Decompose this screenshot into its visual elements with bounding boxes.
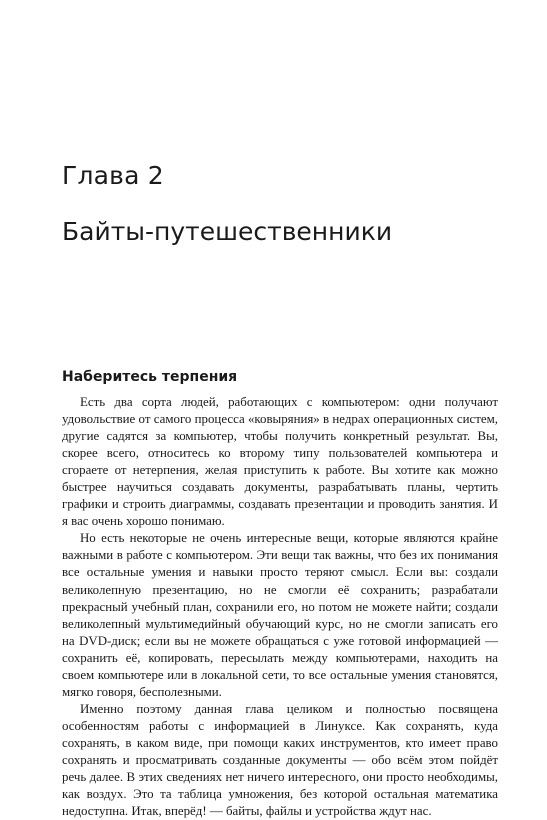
section-heading: Наберитесь терпения bbox=[62, 369, 238, 385]
body-text bbox=[62, 394, 498, 820]
chapter-title: Байты-путешественники bbox=[62, 217, 393, 246]
paragraph-1: Есть два сорта людей, работающих с компьютером: одни получают удовольствие от самого процесса «ковыряния» в недрах операционных систем, другие садятся за компьютер, чтобы получить конкретный результат. Вы, скорее всего, относитесь ко второму типу пользователей компьютера и сгораете от нетерпения, желая приступить к работе. Вы хотите как можно быстрее научиться создавать документы, разрабатывать планы, чертить графики и строить диаграммы, создавать презентации и проводить занятия. И я вас очень хорошо понимаю. bbox=[62, 395, 498, 529]
paragraph-3: Именно поэтому данная глава целиком и полностью посвящена особенностям работы с информацией в Линуксе. Как сохранять, куда сохранять, в каком виде, при помощи каких инструментов, кто имеет право сохранять и просматривать созданные документы — обо всём этом пойдёт речь далее. В этих сведениях нет ничего интересного, они просто необходимы, как воздух. Это та таблица умножения, без которой остальная математика недоступна. Итак, вперёд! — байты, файлы и устройства ждут нас. bbox=[62, 701, 498, 819]
paragraph-2: Но есть некоторые не очень интересные вещи, которые являются крайне важными в работе с компьютером. Эти вещи так важны, что без их понимания все остальные умения и навыки просто теряют смысл. Если вы: создали великолепную презентацию, но не смогли её сохранить; разрабатали прекрасный учебный план, сохранили его, но потом не можете найти; создали великолепный мультимедийный обучающий курс, но не смогли записать его на DVD-диск; если вы не можете обращаться с уже готовой информацией — сохранить её, копировать, пересылать между компьютерами, находить на своем компьютере или в локальной сети, то все остальные умения становятся, мягко говоря, бесполезными. bbox=[62, 531, 498, 699]
chapter-number: Глава 2 bbox=[62, 161, 164, 190]
